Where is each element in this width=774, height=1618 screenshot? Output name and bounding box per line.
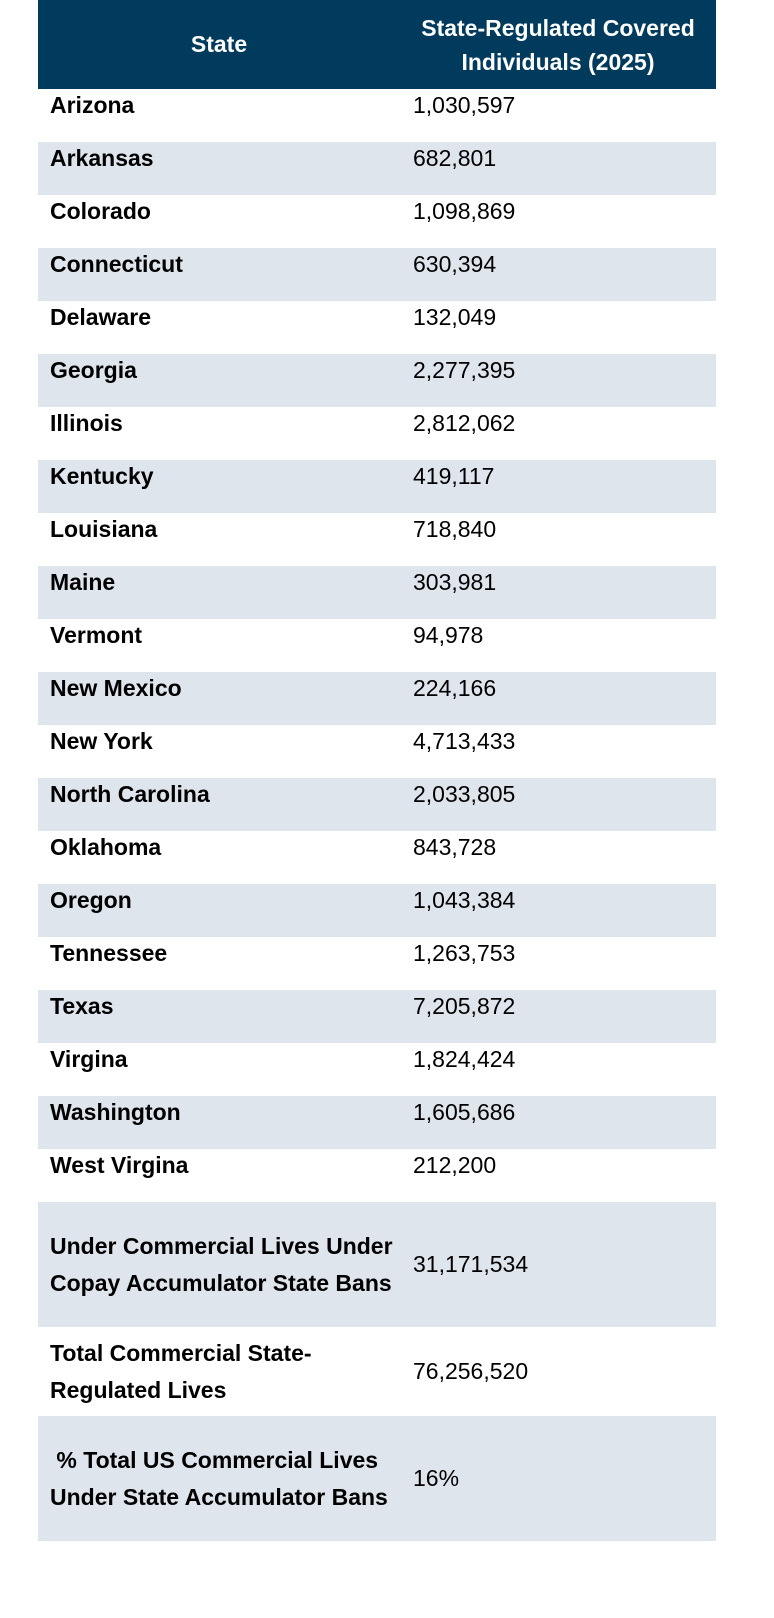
covered-count: 1,605,686 bbox=[413, 1099, 516, 1125]
state-name: Washington bbox=[50, 1099, 181, 1125]
covered-count: 1,824,424 bbox=[413, 1046, 516, 1072]
summary-value: 16% bbox=[413, 1465, 460, 1492]
state-name: Arizona bbox=[50, 92, 135, 118]
covered-count: 2,277,395 bbox=[413, 357, 516, 383]
table-row bbox=[38, 566, 716, 619]
covered-count: 224,166 bbox=[413, 675, 497, 701]
covered-count: 843,728 bbox=[413, 834, 497, 860]
covered-count: 303,981 bbox=[413, 569, 497, 595]
table-row bbox=[38, 831, 716, 884]
state-name: West Virgina bbox=[50, 1152, 189, 1178]
table-row bbox=[38, 778, 716, 831]
table-row bbox=[38, 672, 716, 725]
table-row bbox=[38, 301, 716, 354]
summary-row-total-lives bbox=[38, 1327, 716, 1416]
state-name: New Mexico bbox=[50, 675, 182, 701]
covered-individuals-table bbox=[38, 0, 716, 1541]
table-row bbox=[38, 407, 716, 460]
state-name: Delaware bbox=[50, 304, 152, 330]
covered-count: 94,978 bbox=[413, 622, 484, 648]
state-name: Georgia bbox=[50, 357, 137, 383]
header-covered-individuals: State-Regulated Covered Individuals (2025) bbox=[421, 14, 695, 75]
table-row bbox=[38, 248, 716, 301]
table-row bbox=[38, 884, 716, 937]
covered-count: 212,200 bbox=[413, 1152, 497, 1178]
covered-count: 718,840 bbox=[413, 516, 497, 542]
summary-value: 31,171,534 bbox=[413, 1251, 529, 1278]
table-row bbox=[38, 619, 716, 672]
table-header bbox=[38, 0, 716, 89]
covered-count: 1,098,869 bbox=[413, 198, 516, 224]
covered-count: 7,205,872 bbox=[413, 993, 516, 1019]
covered-count: 2,812,062 bbox=[413, 410, 516, 436]
covered-count: 2,033,805 bbox=[413, 781, 516, 807]
table-row bbox=[38, 1043, 716, 1096]
table-row bbox=[38, 1096, 716, 1149]
covered-count: 419,117 bbox=[413, 463, 495, 489]
table-row bbox=[38, 725, 716, 778]
state-name: Tennessee bbox=[50, 940, 168, 966]
covered-count: 1,043,384 bbox=[413, 887, 516, 913]
state-name: Illinois bbox=[50, 410, 123, 436]
table-row bbox=[38, 990, 716, 1043]
state-name: Oklahoma bbox=[50, 834, 162, 860]
summary-row-percent-total bbox=[38, 1416, 716, 1541]
state-name: Kentucky bbox=[50, 463, 154, 489]
covered-count: 1,030,597 bbox=[413, 92, 516, 118]
table-row bbox=[38, 142, 716, 195]
covered-count: 4,713,433 bbox=[413, 728, 516, 754]
table-row bbox=[38, 1149, 716, 1202]
state-name: Oregon bbox=[50, 887, 132, 913]
state-name: Arkansas bbox=[50, 145, 154, 171]
covered-count: 132,049 bbox=[413, 304, 497, 330]
table-row bbox=[38, 89, 716, 142]
table-row bbox=[38, 513, 716, 566]
table-row bbox=[38, 195, 716, 248]
header-state: State bbox=[190, 31, 248, 57]
summary-label: % Total US Commercial Lives Under State Accumulator Bans bbox=[50, 1447, 388, 1510]
state-name: Virgina bbox=[50, 1046, 128, 1072]
state-name: Louisiana bbox=[50, 516, 158, 542]
covered-count: 630,394 bbox=[413, 251, 497, 277]
table-row bbox=[38, 937, 716, 990]
covered-count: 1,263,753 bbox=[413, 940, 516, 966]
table-row bbox=[38, 354, 716, 407]
summary-label: Total Commercial State-Regulated Lives bbox=[50, 1340, 312, 1403]
table-row bbox=[38, 460, 716, 513]
state-name: Vermont bbox=[50, 622, 143, 648]
state-name: Maine bbox=[50, 569, 116, 595]
summary-label: Under Commercial Lives Under Copay Accumulator State Bans bbox=[50, 1233, 393, 1296]
state-name: Connecticut bbox=[50, 251, 183, 277]
summary-row-accumulator-ban-lives bbox=[38, 1202, 716, 1327]
state-name: Texas bbox=[50, 993, 114, 1019]
covered-count: 682,801 bbox=[413, 145, 497, 171]
state-name: Colorado bbox=[50, 198, 151, 224]
state-name: North Carolina bbox=[50, 781, 210, 807]
state-name: New York bbox=[50, 728, 153, 754]
summary-value: 76,256,520 bbox=[413, 1358, 529, 1385]
